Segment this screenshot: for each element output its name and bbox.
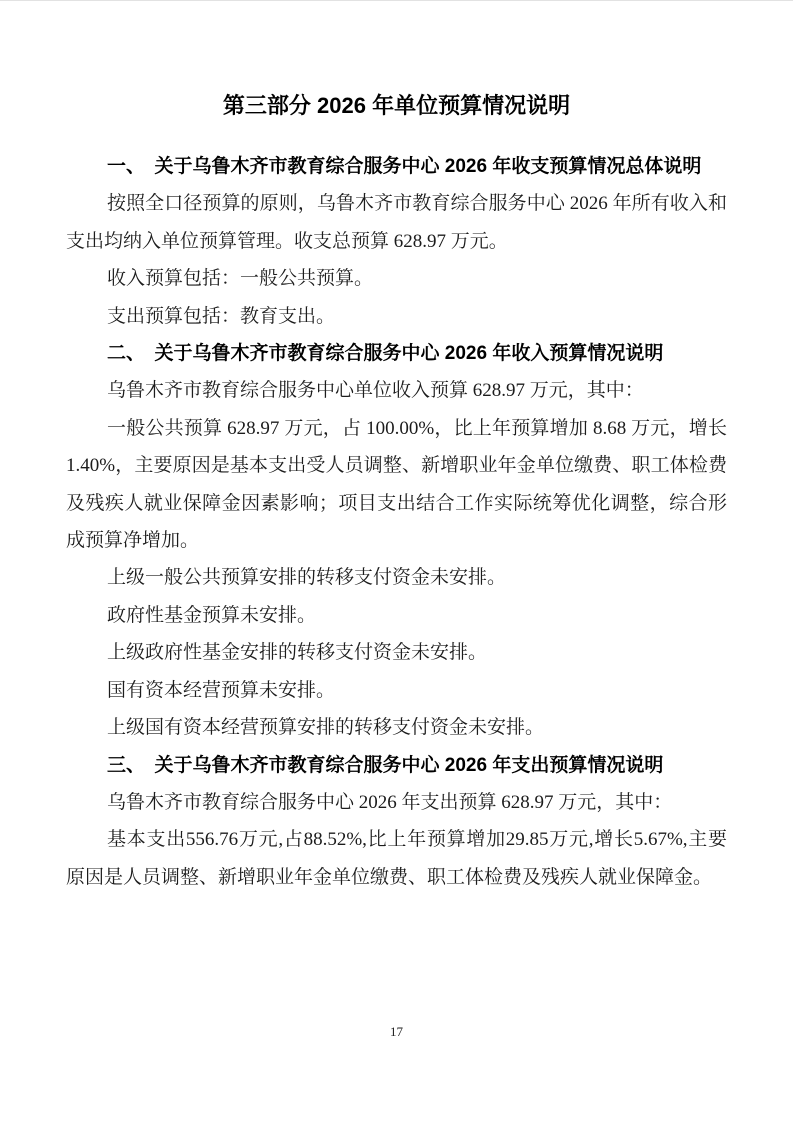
document-title: 第三部分 2026 年单位预算情况说明 (222, 93, 571, 118)
section-2-paragraph: 乌鲁木齐市教育综合服务中心单位收入预算 628.97 万元，其中： (107, 380, 644, 402)
section-3-paragraph: 基本支出556.76万元,占88.52%,比上年预算增加29.85万元,增长5.67%,主要原因是人员调整、新增职业年金单位缴费、职工体检费及残疾人就业保障金。 (66, 829, 727, 888)
section-1-paragraph: 支出预算包括：教育支出。 (107, 305, 336, 327)
section-1-heading: 一、 关于乌鲁木齐市教育综合服务中心 2026 年收支预算情况总体说明 (107, 156, 702, 177)
section-2-paragraph: 上级政府性基金安排的转移支付资金未安排。 (107, 642, 488, 664)
section-2-heading: 二、 关于乌鲁木齐市教育综合服务中心 2026 年收入预算情况说明 (107, 343, 664, 365)
section-3-heading: 三、 关于乌鲁木齐市教育综合服务中心 2026 年支出预算情况说明 (107, 754, 664, 776)
section-2-paragraph: 政府性基金预算未安排。 (107, 604, 317, 626)
section-3-paragraph: 乌鲁木齐市教育综合服务中心 2026 年支出预算 628.97 万元，其中： (107, 791, 673, 813)
page-number: 17 (390, 1024, 403, 1039)
section-1-paragraph: 按照全口径预算的原则，乌鲁木齐市教育综合服务中心 2026 年所有收入和支出均纳入单位预算管理。收支总预算 628.97 万元。 (66, 193, 727, 252)
document-content (66, 86, 727, 896)
section-2-paragraph: 国有资本经营预算未安排。 (107, 679, 336, 701)
section-2-paragraph: 一般公共预算 628.97 万元，占 100.00%，比上年预算增加 8.68 万元，增长 1.40%，主要原因是基本支出受人员调整、新增职业年金单位缴费、职工体检费及残疾人就业保障金因素影响；项目支出结合工作实际统筹优化调整，综合形成预算净增加。 (66, 417, 727, 552)
section-2-paragraph: 上级一般公共预算安排的转移支付资金未安排。 (107, 567, 507, 589)
section-1-paragraph: 收入预算包括：一般公共预算。 (107, 268, 374, 290)
section-2-paragraph: 上级国有资本经营预算安排的转移支付资金未安排。 (107, 717, 545, 739)
